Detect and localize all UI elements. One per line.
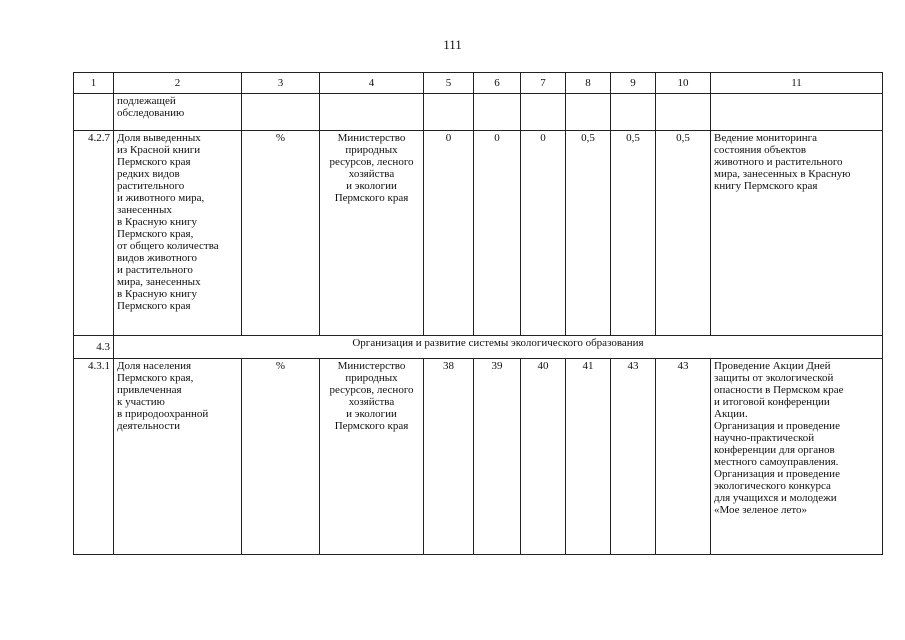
indicator-name: Доля выведенных из Красной книги Пермского края редких видов растительного и животного мира, занесенных в Красную книгу Пермского края, от общего количества видов животного и растительного мира, занесенных в Красную книгу Пермского края bbox=[114, 131, 242, 336]
measures: Ведение мониторинга состояния объектов животного и растительного мира, занесенных в Красную книгу Пермского края bbox=[711, 131, 883, 336]
row-code: 4.2.7 bbox=[74, 131, 114, 336]
value-col-8: 0,5 bbox=[566, 131, 611, 336]
indicator-name: Доля населения Пермского края, привлеченная к участию в природоохранной деятельности bbox=[114, 359, 242, 555]
executor: Министерство природных ресурсов, лесного хозяйства и экологии Пермского края bbox=[320, 359, 424, 555]
section-code: 4.3 bbox=[74, 336, 114, 359]
value-col-6: 39 bbox=[474, 359, 521, 555]
row-code: 4.3.1 bbox=[74, 359, 114, 555]
value-col-10: 43 bbox=[656, 359, 711, 555]
column-number-11: 11 bbox=[711, 73, 883, 94]
column-number-5: 5 bbox=[424, 73, 474, 94]
indicator-name-continued: подлежащей обследованию bbox=[114, 94, 242, 131]
measures: Проведение Акции Дней защиты от экологической опасности в Пермском крае и итоговой конференции Акции. Организация и проведение научно-практической конференции для органов местного самоуправления. Организация и проведение экологического конкурса для учащихся и молодежи «Мое зеленое лето» bbox=[711, 359, 883, 555]
unit: % bbox=[242, 131, 320, 336]
column-number-4: 4 bbox=[320, 73, 424, 94]
value-col-9: 43 bbox=[611, 359, 656, 555]
value-col-10: 0,5 bbox=[656, 131, 711, 336]
column-number-7: 7 bbox=[521, 73, 566, 94]
indicators-table bbox=[73, 72, 883, 555]
column-number-1: 1 bbox=[74, 73, 114, 94]
table-row-4-2-7 bbox=[74, 131, 883, 336]
column-number-2: 2 bbox=[114, 73, 242, 94]
column-number-8: 8 bbox=[566, 73, 611, 94]
column-number-3: 3 bbox=[242, 73, 320, 94]
value-col-7: 0 bbox=[521, 131, 566, 336]
executor: Министерство природных ресурсов, лесного хозяйства и экологии Пермского края bbox=[320, 131, 424, 336]
value-col-8: 41 bbox=[566, 359, 611, 555]
table-header-row bbox=[74, 73, 883, 94]
table-row-section-4-3 bbox=[74, 336, 883, 359]
value-col-5: 38 bbox=[424, 359, 474, 555]
unit: % bbox=[242, 359, 320, 555]
page-number: 111 bbox=[443, 37, 462, 52]
value-col-6: 0 bbox=[474, 131, 521, 336]
value-col-7: 40 bbox=[521, 359, 566, 555]
column-number-10: 10 bbox=[656, 73, 711, 94]
value-col-5: 0 bbox=[424, 131, 474, 336]
column-number-9: 9 bbox=[611, 73, 656, 94]
value-col-9: 0,5 bbox=[611, 131, 656, 336]
column-number-6: 6 bbox=[474, 73, 521, 94]
section-title: Организация и развитие системы экологического образования bbox=[114, 336, 883, 359]
table-row-continuation bbox=[74, 94, 883, 131]
table-row-4-3-1 bbox=[74, 359, 883, 555]
